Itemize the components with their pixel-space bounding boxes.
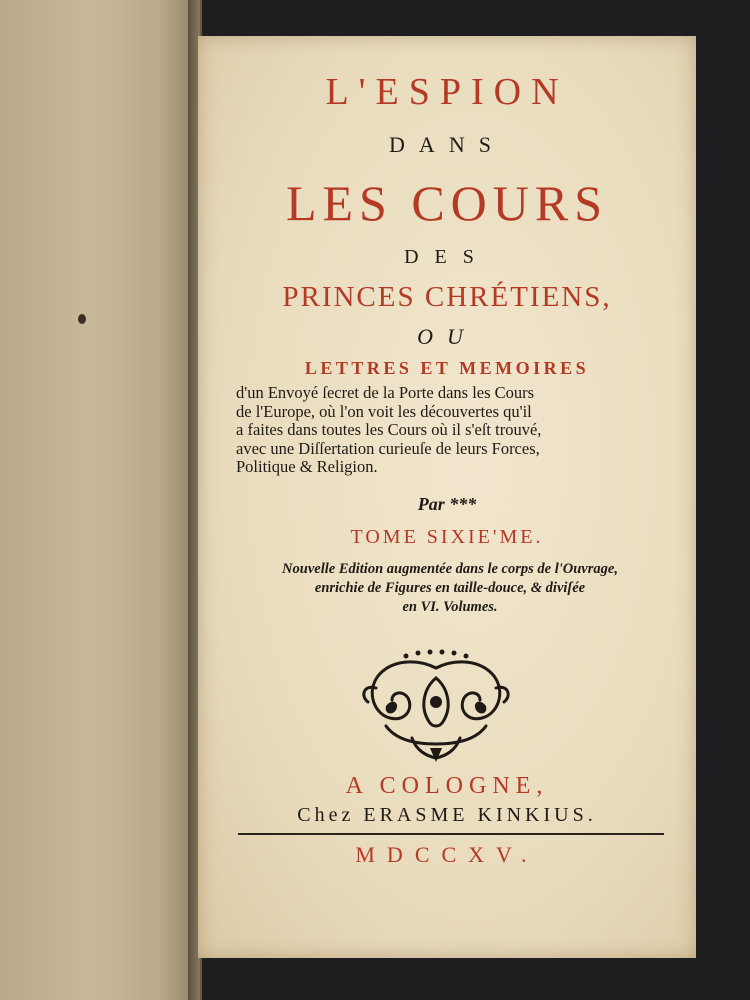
description-line: a faites dans toutes les Cours où il s'eſt trouvé, [236, 420, 542, 439]
edition-note [230, 560, 670, 617]
title-line-princes: PRINCES CHRÉTIENS, [282, 281, 612, 313]
printers-flower-ornament-icon [356, 648, 516, 766]
publisher-line: Chez ERASME KINKIUS. [297, 804, 597, 826]
place-line: A COLOGNE, [345, 773, 549, 799]
title-line-dans: DANS [389, 132, 505, 157]
imprint-rule [238, 833, 664, 835]
description-line: de l'Europe, où l'on voit les découvertes qu'il [236, 401, 532, 421]
title-line-ou: OU [417, 324, 477, 349]
description-paragraph [236, 384, 672, 477]
description-line: d'un Envoyé ſecret de la Porte dans les Cours [236, 383, 535, 402]
edition-line: enrichie de Figures en taille-douce, & diviſée [314, 580, 586, 596]
description-line: avec une Diſſertation curieuſe de leurs Forces, [236, 438, 540, 458]
description-line: Politique & Religion. [236, 457, 378, 476]
title-line-lettres: LETTRES ET MEMOIRES [304, 358, 590, 378]
edition-line: Nouvelle Edition augmentée dans le corps de l'Ouvrage, [282, 561, 618, 577]
volume-line: TOME SIXIE'ME. [350, 526, 544, 548]
ink-spot [78, 314, 86, 324]
title-line-espion: L'ESPION [325, 71, 569, 113]
year-line: MDCCXV. [355, 842, 539, 867]
title-line-les-cours: LES COURS [285, 175, 609, 231]
facing-endpaper [0, 0, 202, 1000]
edition-line: en VI. Volumes. [402, 599, 498, 615]
title-page [198, 36, 696, 958]
title-line-des: DES [404, 246, 490, 268]
author-line: Par *** [417, 494, 477, 514]
